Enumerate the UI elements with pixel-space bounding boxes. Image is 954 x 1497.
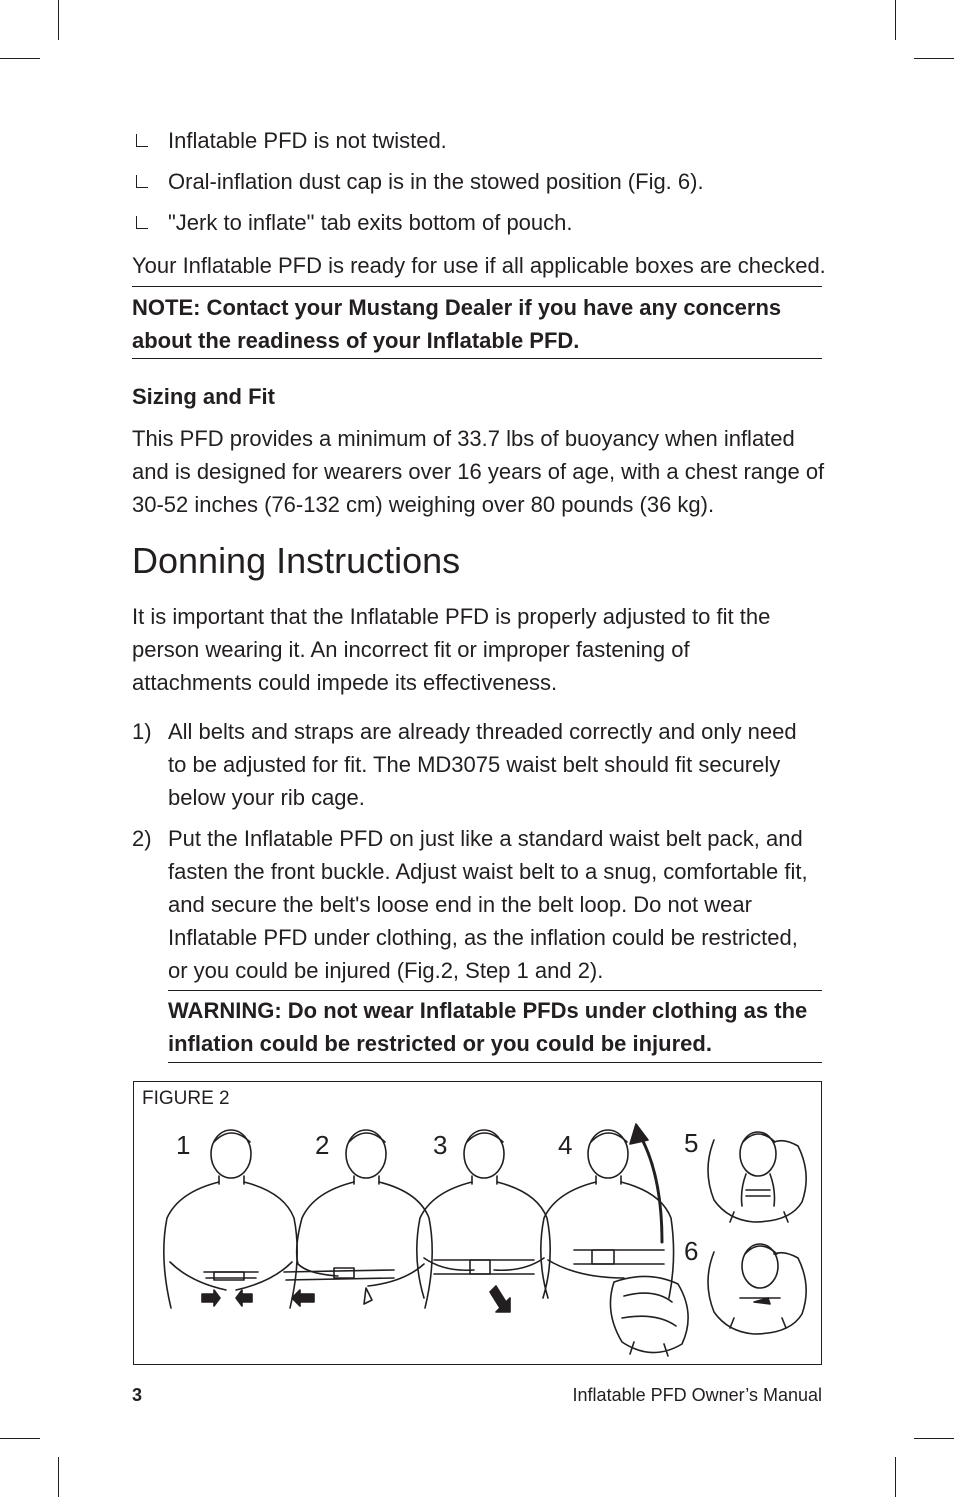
readiness-note: NOTE: Contact your Mustang Dealer if you have any concerns about the readiness of your Inflatable PFD.	[132, 295, 782, 353]
divider	[132, 358, 822, 359]
sizing-body: This PFD provides a minimum of 33.7 lbs of buoyancy when inflated and is designed for wearers over 16 years of age, with a chest range of 30-52 inches (76-132 cm) weighing over 80 pounds (36 kg).	[132, 426, 825, 517]
panel-number: 3	[433, 1130, 448, 1160]
ready-line: Your Inflatable PFD is ready for use if all applicable boxes are checked.	[132, 253, 826, 278]
step-text: All belts and straps are already threaded correctly and only need to be adjusted for fit. The MD3075 waist belt should fit securely below your rib cage.	[168, 719, 797, 810]
crop-mark	[58, 0, 59, 40]
checkbox-icon	[136, 216, 148, 229]
panel-number: 4	[558, 1130, 573, 1160]
crop-mark	[0, 1438, 40, 1439]
donning-intro: It is important that the Inflatable PFD is properly adjusted to fit the person wearing it. An incorrect fit or improper fastening of attachments could impede its effectiveness.	[132, 604, 771, 695]
checklist-item-text: Oral-inflation dust cap is in the stowed position (Fig. 6).	[168, 169, 704, 194]
crop-mark	[914, 58, 954, 59]
panel-number: 6	[684, 1236, 699, 1266]
crop-mark	[895, 1457, 896, 1497]
divider	[168, 1062, 822, 1063]
crop-mark	[914, 1438, 954, 1439]
step-number: 2)	[132, 826, 152, 851]
checklist-item-text: Inflatable PFD is not twisted.	[168, 128, 447, 153]
figure-label: FIGURE 2	[142, 1088, 230, 1109]
donning-heading: Donning Instructions	[132, 540, 461, 581]
person-figure-step-2	[284, 1130, 432, 1308]
panel-number: 2	[315, 1130, 330, 1160]
panel-number: 1	[176, 1130, 191, 1160]
checkbox-icon	[136, 175, 148, 188]
checkbox-icon	[136, 134, 148, 147]
warning-text: WARNING: Do not wear Inflatable PFDs under clothing as the inflation could be restricted or you could be injured.	[168, 998, 808, 1056]
sizing-heading: Sizing and Fit	[132, 384, 275, 409]
page-number: 3	[132, 1385, 143, 1405]
figure-2	[133, 1081, 822, 1365]
divider	[168, 990, 822, 991]
crop-mark	[58, 1457, 59, 1497]
step-number: 1)	[132, 719, 152, 744]
crop-mark	[895, 0, 896, 40]
footer-title: Inflatable PFD Owner’s Manual	[572, 1385, 822, 1405]
step-text: Put the Inflatable PFD on just like a standard waist belt pack, and fasten the front buckle. Adjust waist belt to a snug, comfortable fit, and secure the belt's loose end in the belt loop. Do not wear Inflatable PFD under clothing, as the inflation could be restricted, or you could be injured (Fig.2, Step 1 and 2).	[168, 826, 808, 983]
crop-mark	[0, 58, 40, 59]
panel-number: 5	[684, 1128, 699, 1158]
figure-illustration	[134, 1082, 821, 1364]
person-figure-step-6	[708, 1244, 806, 1334]
divider	[132, 286, 822, 287]
checklist-item-text: "Jerk to inflate" tab exits bottom of pouch.	[168, 210, 573, 235]
person-figure-step-5	[708, 1132, 806, 1222]
